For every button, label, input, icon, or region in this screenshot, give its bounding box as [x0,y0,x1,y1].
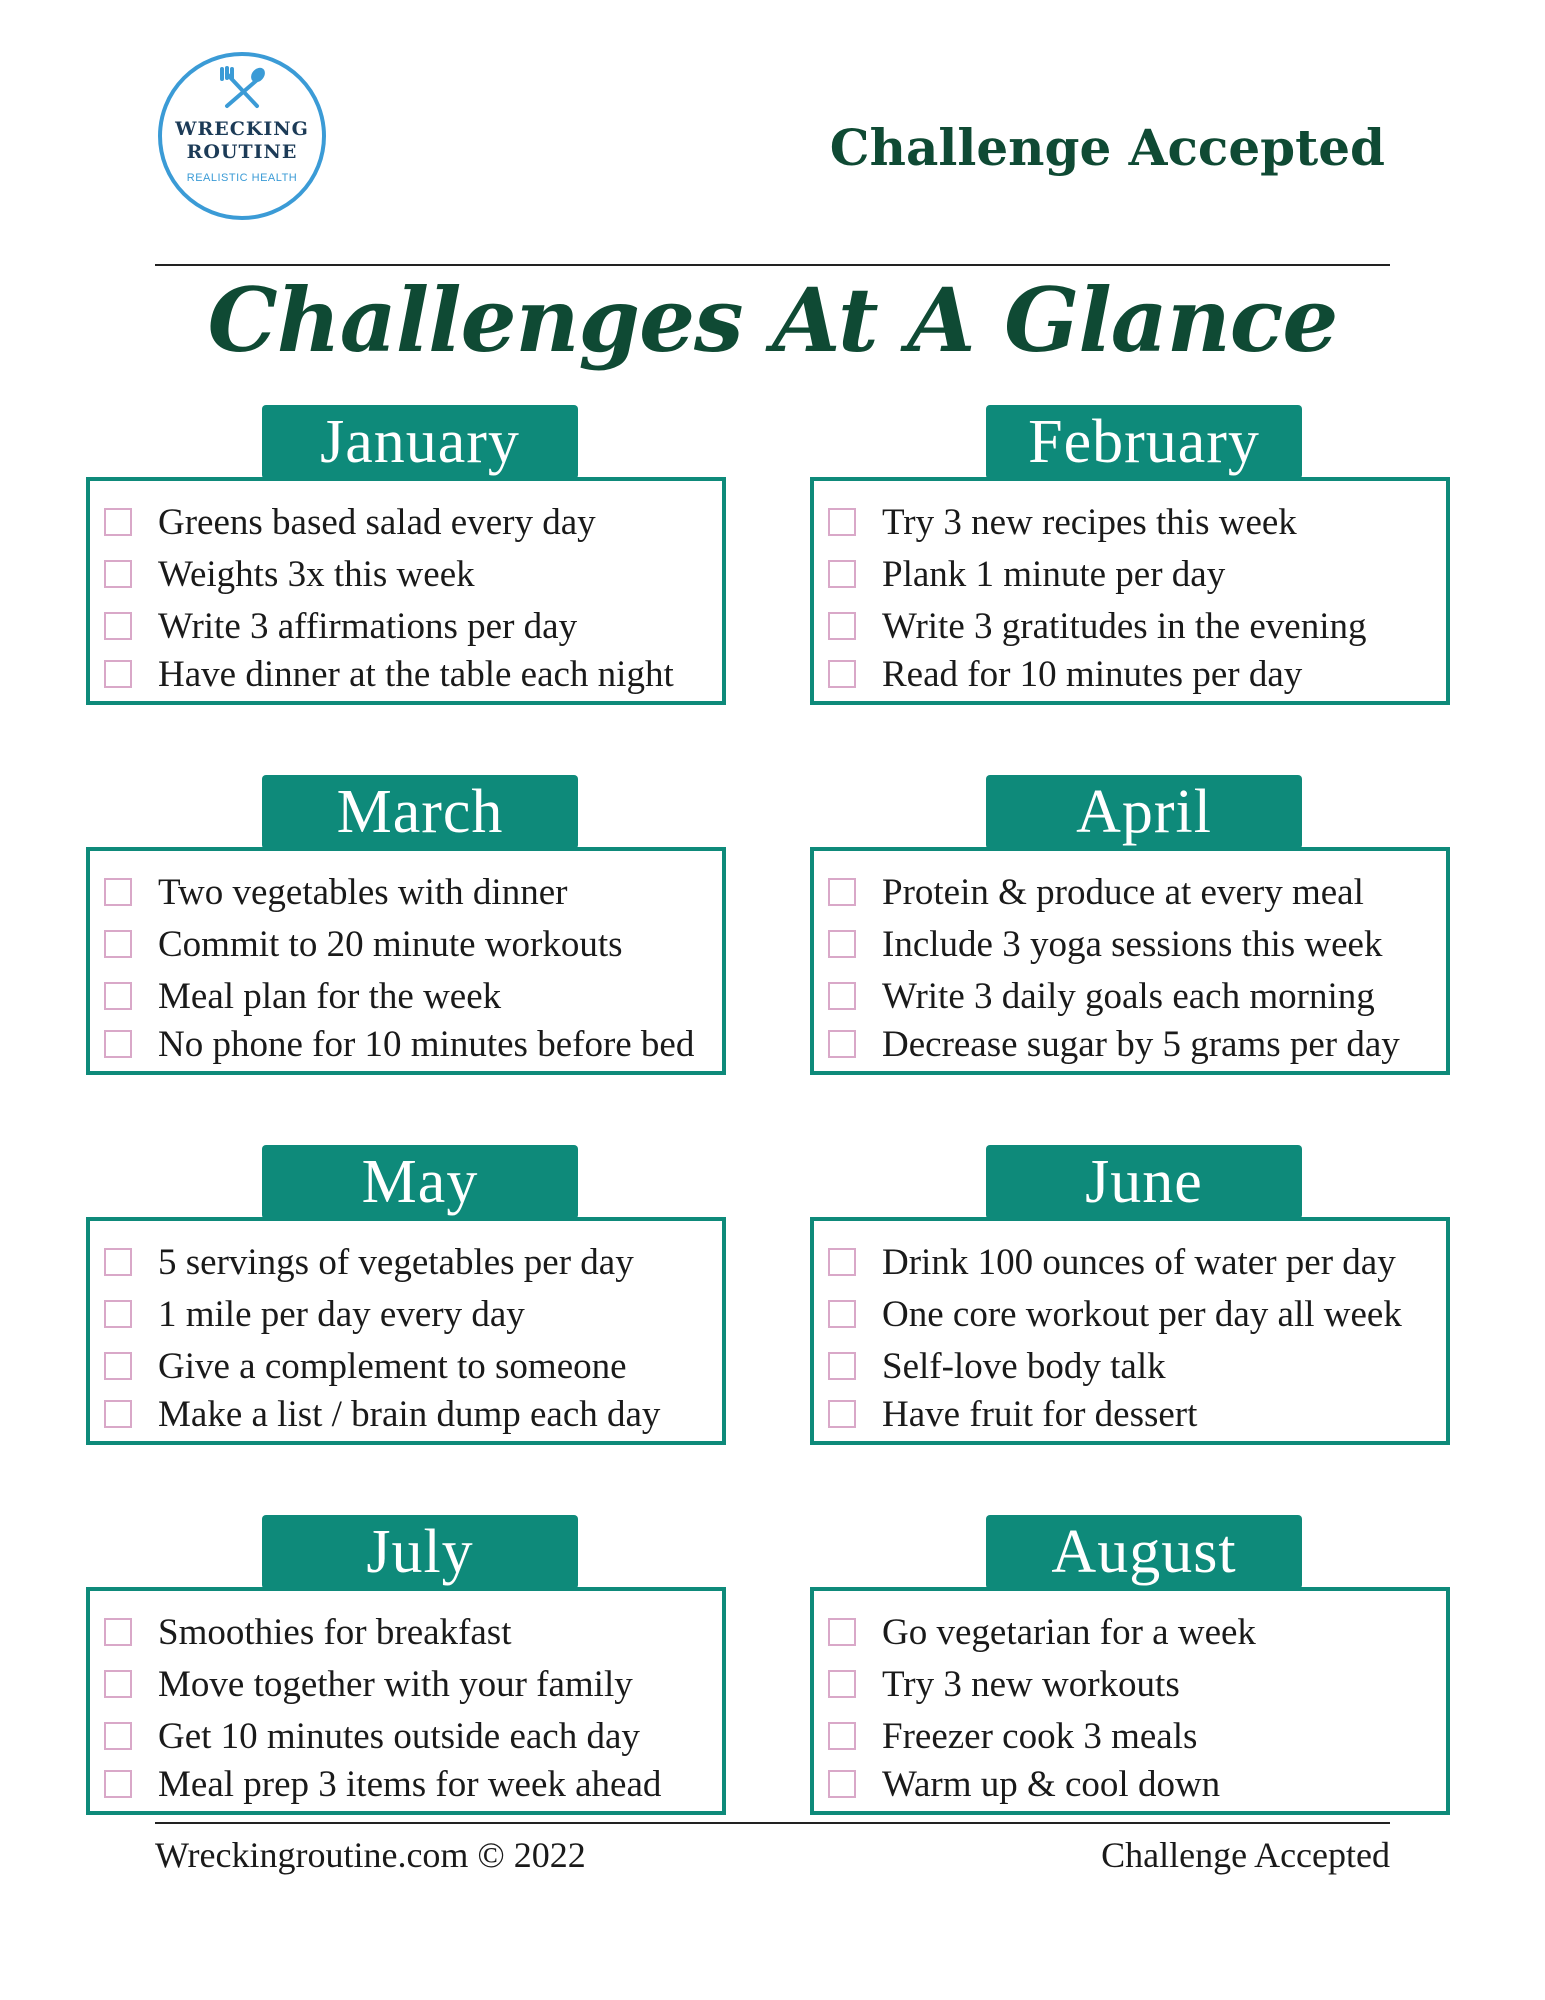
checkbox[interactable] [104,1722,132,1750]
checkbox[interactable] [828,878,856,906]
challenge-item [828,971,1375,1021]
challenge-text: Give a complement to someone [158,1345,627,1387]
month-card-january [86,405,726,705]
challenge-item [104,1289,525,1339]
challenge-item [104,867,567,917]
challenge-item [828,919,1382,969]
challenge-item [828,1237,1396,1287]
challenge-item [104,1389,660,1439]
checkbox[interactable] [104,612,132,640]
checkbox[interactable] [104,1248,132,1276]
challenge-list [810,847,1450,1075]
challenge-item [828,1389,1197,1439]
challenge-text: Protein & produce at every meal [882,871,1364,913]
challenge-text: Write 3 gratitudes in the evening [882,605,1367,647]
challenge-item [104,1759,661,1809]
challenge-text: Plank 1 minute per day [882,553,1226,595]
challenge-item [828,1341,1166,1391]
challenge-text: Smoothies for breakfast [158,1611,512,1653]
challenge-text: Go vegetarian for a week [882,1611,1256,1653]
checkbox[interactable] [104,930,132,958]
challenge-item [104,497,596,547]
footer-tagline: Challenge Accepted [1101,1835,1390,1875]
challenge-item [104,1607,511,1657]
challenge-list [86,1587,726,1815]
challenge-text: Get 10 minutes outside each day [158,1715,640,1757]
challenge-item [104,971,501,1021]
challenge-item [828,867,1364,917]
challenge-text: Meal prep 3 items for week ahead [158,1763,662,1805]
top-divider [155,264,1390,266]
challenge-item [828,649,1302,699]
checkbox[interactable] [828,930,856,958]
challenge-item [104,1659,633,1709]
challenge-text: Read for 10 minutes per day [882,653,1303,695]
challenge-item [828,1659,1180,1709]
challenge-text: Try 3 new workouts [882,1663,1180,1705]
checkbox[interactable] [104,560,132,588]
challenge-text: No phone for 10 minutes before bed [158,1023,695,1065]
challenge-item [104,1341,627,1391]
checkbox[interactable] [828,1722,856,1750]
challenge-list [86,1217,726,1445]
fork-spoon-icon [219,66,265,112]
checkbox[interactable] [828,1352,856,1380]
challenge-item [828,1607,1256,1657]
month-heading: March [262,775,578,849]
challenge-text: Write 3 affirmations per day [158,605,578,647]
checkbox[interactable] [104,1400,132,1428]
challenge-text: Make a list / brain dump each day [158,1393,661,1435]
challenge-text: Write 3 daily goals each morning [882,975,1375,1017]
challenge-text: Commit to 20 minute workouts [158,923,623,965]
challenge-text: 1 mile per day every day [158,1293,525,1335]
checkbox[interactable] [104,508,132,536]
month-heading: August [986,1515,1302,1589]
checkbox[interactable] [828,982,856,1010]
checkbox[interactable] [828,1670,856,1698]
month-card-july [86,1515,726,1815]
checkbox[interactable] [104,878,132,906]
challenge-item [828,549,1225,599]
challenge-list [86,477,726,705]
brand-logo [158,52,326,220]
month-card-february [810,405,1450,705]
challenge-list [86,847,726,1075]
month-card-april [810,775,1450,1075]
logo-text-line2: ROUTINE [186,141,298,163]
challenge-item [828,1711,1197,1761]
challenge-item [828,1759,1220,1809]
challenge-list [810,1217,1450,1445]
checkbox[interactable] [104,1300,132,1328]
challenge-text: 5 servings of vegetables per day [158,1241,634,1283]
checkbox[interactable] [104,1670,132,1698]
header-title: Challenge Accepted [829,118,1385,177]
bottom-divider [155,1822,1390,1824]
challenge-item [828,1289,1402,1339]
challenge-text: Move together with your family [158,1663,633,1705]
challenge-text: Greens based salad every day [158,501,596,543]
checkbox[interactable] [104,1030,132,1058]
challenge-item [104,649,674,699]
checkbox[interactable] [828,660,856,688]
checkbox[interactable] [828,1300,856,1328]
challenge-text: Self-love body talk [882,1345,1166,1387]
month-card-may [86,1145,726,1445]
checkbox[interactable] [104,1352,132,1380]
month-heading: January [262,405,578,479]
checkbox[interactable] [828,1030,856,1058]
challenge-item [104,1019,694,1069]
challenge-item [828,601,1367,651]
challenge-text: Decrease sugar by 5 grams per day [882,1023,1400,1065]
challenge-text: Freezer cook 3 meals [882,1715,1198,1757]
page-title: Challenges At A Glance [207,268,1338,372]
checkbox[interactable] [828,1248,856,1276]
month-heading: July [262,1515,578,1589]
challenge-list [810,1587,1450,1815]
checkbox[interactable] [104,660,132,688]
challenge-text: Have fruit for dessert [882,1393,1198,1435]
challenge-item [828,1019,1400,1069]
challenge-text: Try 3 new recipes this week [882,501,1297,543]
month-heading: April [986,775,1302,849]
challenge-text: Weights 3x this week [158,553,475,595]
footer-copyright: Wreckingroutine.com © 2022 [155,1835,586,1875]
challenge-item [828,497,1297,547]
challenge-text: Drink 100 ounces of water per day [882,1241,1396,1283]
month-card-august [810,1515,1450,1815]
checkbox[interactable] [828,1400,856,1428]
checkbox[interactable] [828,1618,856,1646]
challenge-item [104,1237,634,1287]
checkbox[interactable] [828,612,856,640]
checkbox[interactable] [828,1770,856,1798]
challenge-text: One core workout per day all week [882,1293,1402,1335]
challenge-item [104,601,577,651]
checkbox[interactable] [104,982,132,1010]
challenge-item [104,549,475,599]
month-card-june [810,1145,1450,1445]
challenge-list [810,477,1450,705]
checkbox[interactable] [828,508,856,536]
month-heading: June [986,1145,1302,1219]
checkbox[interactable] [104,1618,132,1646]
challenge-item [104,919,623,969]
challenge-item [104,1711,640,1761]
month-heading: May [262,1145,578,1219]
month-heading: February [986,405,1302,479]
challenge-text: Have dinner at the table each night [158,653,674,695]
checkbox[interactable] [828,560,856,588]
month-card-march [86,775,726,1075]
challenge-text: Warm up & cool down [882,1763,1221,1805]
checkbox[interactable] [104,1770,132,1798]
logo-subtitle: REALISTIC HEALTH [186,172,298,184]
logo-text-line1: WRECKING [175,118,309,140]
challenge-text: Two vegetables with dinner [158,871,568,913]
challenge-text: Meal plan for the week [158,975,502,1017]
challenge-text: Include 3 yoga sessions this week [882,923,1383,965]
